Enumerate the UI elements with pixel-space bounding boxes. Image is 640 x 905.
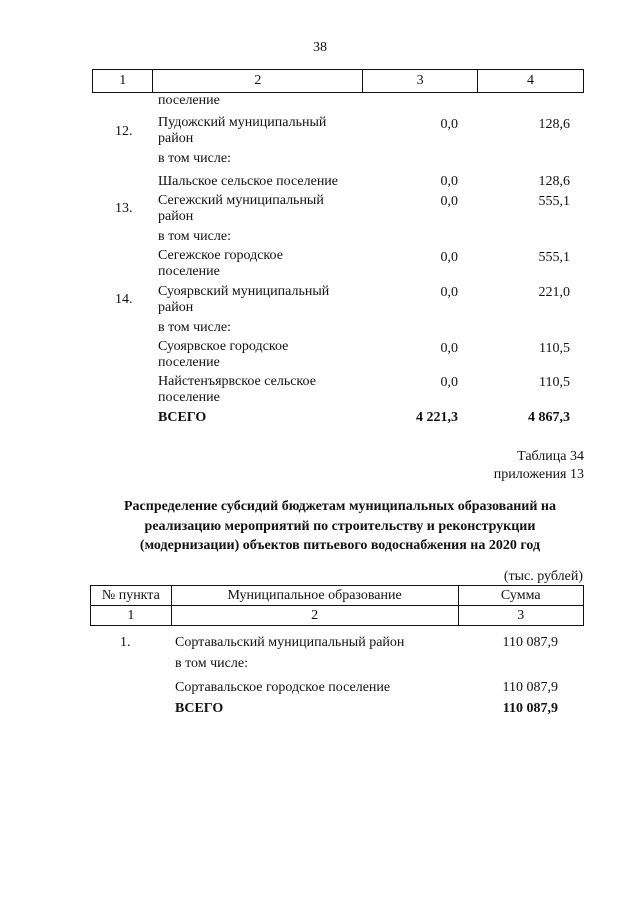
table-row-name: поселение (158, 264, 220, 279)
table-row-name: Сегежское городское (158, 248, 283, 263)
table-cell-value: 0,0 (440, 117, 458, 132)
table1-total-label: ВСЕГО (158, 410, 207, 425)
table-cell-value: 555,1 (538, 194, 570, 209)
table-cell-value: 221,0 (538, 285, 570, 300)
table-cell-value: 0,0 (440, 341, 458, 356)
table1-header-cell: 2 (153, 70, 363, 92)
table-row-name: поселение (158, 93, 220, 108)
table1-header-cell: 3 (363, 70, 478, 92)
table-cell-value: 110,5 (539, 375, 570, 390)
row-number: 14. (115, 292, 133, 307)
table2-subheader-cell: 2 (172, 606, 459, 625)
row-number: 13. (115, 201, 133, 216)
table-row-name: Шальское сельское поселение (158, 174, 339, 189)
row-number: 12. (115, 124, 133, 139)
table-cell-value: 0,0 (440, 285, 458, 300)
table1-header-cell: 1 (93, 70, 153, 92)
table-row-name: район (158, 209, 194, 224)
table-row-name: Сегежский муниципальный (158, 193, 324, 208)
page-number: 38 (313, 40, 327, 55)
unit-label: (тыс. рублей) (503, 569, 583, 584)
table2-total-value: 110 087,9 (502, 701, 558, 716)
table2-total-label: ВСЕГО (175, 701, 224, 716)
table-row-name: Сортавальское городское поселение (175, 680, 391, 695)
table2-subheader-cell: 3 (517, 607, 525, 623)
table1-total-v4: 4 867,3 (528, 410, 570, 425)
table-cell-value: 110,5 (539, 341, 570, 356)
table-row-name: Пудожский муниципальный (158, 115, 327, 130)
table-cell-value: 0,0 (440, 174, 458, 189)
table-row-name: в том числе: (158, 151, 231, 166)
table-cell-value: 128,6 (538, 117, 570, 132)
table2-header-cell: Муниципальное образование (172, 586, 459, 605)
table-row-name: в том числе: (158, 320, 231, 335)
table2-header-cell: Сумма (500, 587, 541, 603)
table-cell-value: 555,1 (538, 250, 570, 265)
table-row-name: в том числе: (158, 229, 231, 244)
table-cell-value: 110 087,9 (502, 635, 558, 650)
table2-header-cell: № пункта (91, 586, 172, 605)
table-row-name: поселение (158, 355, 220, 370)
section-heading-line: (модернизации) объектов питьевого водоснабжения на 2020 год (139, 538, 541, 553)
row-number: 1. (120, 635, 131, 650)
table1-header-cell: 4 (527, 73, 535, 88)
table-row-name: Найстенъярвское сельское (158, 374, 316, 389)
section-heading-line: реализацию мероприятий по строительству и реконструкции (144, 519, 536, 534)
table-cell-value: 0,0 (440, 194, 458, 209)
table-row-name: Сортавальский муниципальный район (175, 635, 405, 650)
table-row-name: Суоярвский муниципальный (158, 284, 330, 299)
table-cell-value: 110 087,9 (502, 680, 558, 695)
table-cell-value: 128,6 (538, 174, 570, 189)
table-cell-value: 0,0 (440, 375, 458, 390)
table2-header (90, 585, 584, 626)
table-row-name: Суоярвское городское (158, 339, 289, 354)
table-cell-value: 0,0 (440, 250, 458, 265)
table1-header (92, 69, 584, 93)
table1-total-v3: 4 221,3 (416, 410, 458, 425)
section-heading-line: Распределение субсидий бюджетам муниципальных образований на (124, 499, 556, 514)
table-row-name: поселение (158, 390, 220, 405)
table-caption-appendix: приложения 13 (493, 467, 584, 482)
table-row-name: район (158, 300, 194, 315)
table-row-name: район (158, 131, 194, 146)
table-row-name: в том числе: (175, 656, 248, 671)
table2-subheader-cell: 1 (91, 606, 172, 625)
table-caption: Таблица 34 (517, 449, 584, 464)
